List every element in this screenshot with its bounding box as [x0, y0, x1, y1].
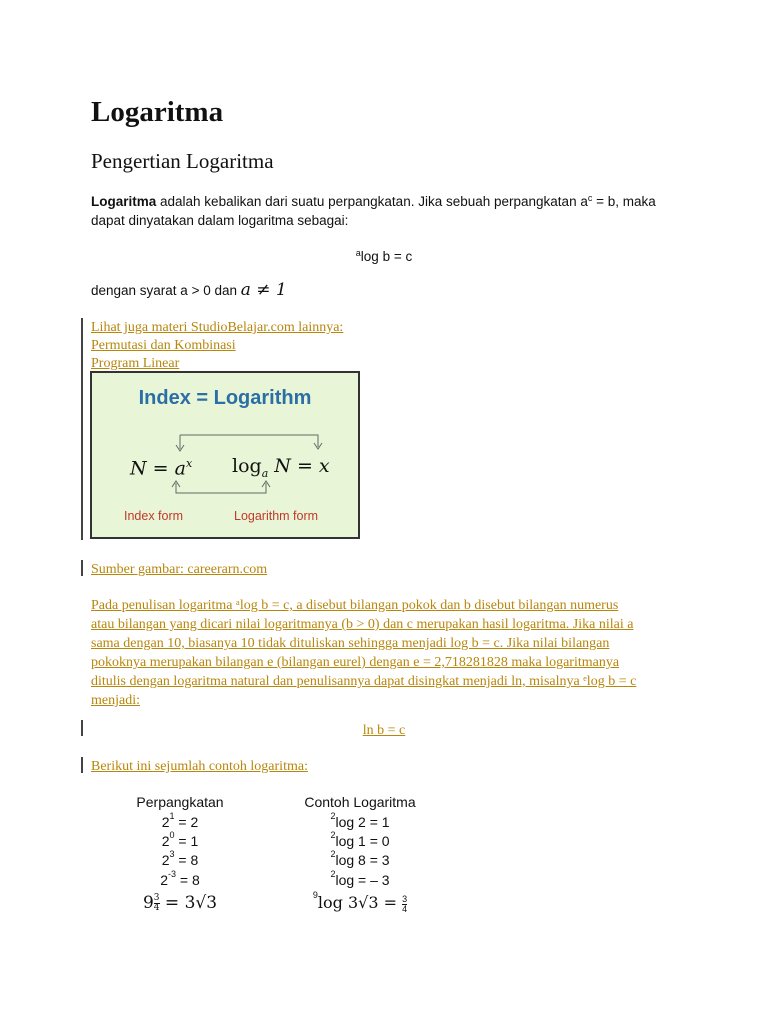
intro-end: = b, maka: [592, 194, 656, 209]
log-formula: [0, 247, 768, 266]
condition-text: [91, 281, 287, 300]
link-studiobelajar[interactable]: Lihat juga materi StudioBelajar.com lainnya:: [91, 320, 344, 335]
table-row: 9 $\frac{3}{4}$ = 3√3: [142, 893, 218, 913]
examples-intro[interactable]: Berikut ini sejumlah contoh logaritma:: [91, 759, 308, 774]
notation-paragraph: [91, 596, 691, 710]
table-row: $^2$log 1 = 0: [330, 830, 390, 849]
intro-paragraph: [91, 192, 691, 230]
column-header-perpangkatan: Perpangkatan: [136, 794, 224, 810]
section-heading: Pengertian Logaritma: [91, 149, 274, 173]
table-row: $^2$log 8 = 3: [330, 849, 390, 868]
paragraph-line[interactable]: pokoknya merupakan bilangan e (bilangan eurel) dengan e = 2,718281828 maka logaritmanya: [91, 655, 620, 670]
intro-sup: c: [587, 193, 593, 203]
formula-base: a: [355, 248, 361, 258]
ln-formula-link[interactable]: ln b = c: [362, 723, 406, 738]
table-row: $2^1 = 2$: [161, 811, 199, 830]
table-row: $2^{-3} = 8$: [160, 869, 200, 888]
column-header-contoh-logaritma: Contoh Logaritma: [304, 794, 416, 810]
intro-text: adalah kebalikan dari suatu perpangkatan. Jika sebuah perpangkatan a: [156, 194, 588, 209]
logarithm-form-label: Logarithm form: [234, 509, 319, 523]
index-logarithm-figure: [90, 371, 360, 539]
intro-line-2: dapat dinyatakan dalam logaritma sebagai:: [91, 213, 349, 228]
paragraph-line[interactable]: menjadi:: [91, 693, 140, 708]
index-form-equation: $N = a^x$: [130, 457, 193, 480]
paragraph-line[interactable]: ditulis dengan logaritma natural dan penulisannya dapat disingkat menjadi ln, misalnya ᵉlog b = c: [91, 674, 637, 689]
link-permutasi-kombinasi[interactable]: Permutasi dan Kombinasi: [91, 338, 236, 353]
link-image-source[interactable]: Sumber gambar: careerarn.com: [91, 562, 268, 577]
table-row: $2^0 = 1$: [161, 830, 199, 849]
paragraph-line[interactable]: sama dengan 10, biasanya 10 tidak dituliskan sehingga menjadi log b = c. Jika nilai bilangan: [91, 636, 610, 651]
index-form-label: Index form: [124, 509, 184, 523]
table-row: $^9$log 3√3 = $\frac{3}{4}$: [312, 890, 408, 914]
intro-bold: Logaritma: [91, 194, 157, 209]
paragraph-line[interactable]: Pada penulisan logaritma ᵃlog b = c, a disebut bilangan pokok dan b disebut bilangan numerus: [91, 598, 619, 613]
table-row: $^2$log = – 3: [330, 869, 390, 888]
fraction: $\frac{3}{4}$: [153, 893, 160, 913]
quote-bar: [81, 318, 83, 540]
quote-bar: [81, 560, 83, 576]
paragraph-line[interactable]: atau bilangan yang dicari nilai logaritmanya (b > 0) dan c merupakan hasil logaritma. Jika nilai a: [91, 617, 634, 632]
formula-text: log b = c: [360, 249, 413, 264]
table-row: $2^3 = 8$: [161, 849, 199, 868]
condition-math: a ≠ 1: [240, 280, 287, 300]
logarithm-form-equation: $\log_a N = x$: [232, 455, 330, 480]
figure-title: Index = Logarithm: [138, 387, 312, 409]
ln-formula: [0, 721, 768, 740]
quote-bar: [81, 757, 83, 773]
page-title: Logaritma: [91, 96, 224, 128]
link-program-linear[interactable]: Program Linear: [91, 356, 180, 371]
intro-line-1: [91, 192, 691, 211]
condition-label: dengan syarat a > 0 dan: [91, 283, 241, 298]
fraction: $\frac{3}{4}$: [402, 893, 408, 914]
table-row: $^2$log 2 = 1: [330, 811, 390, 830]
